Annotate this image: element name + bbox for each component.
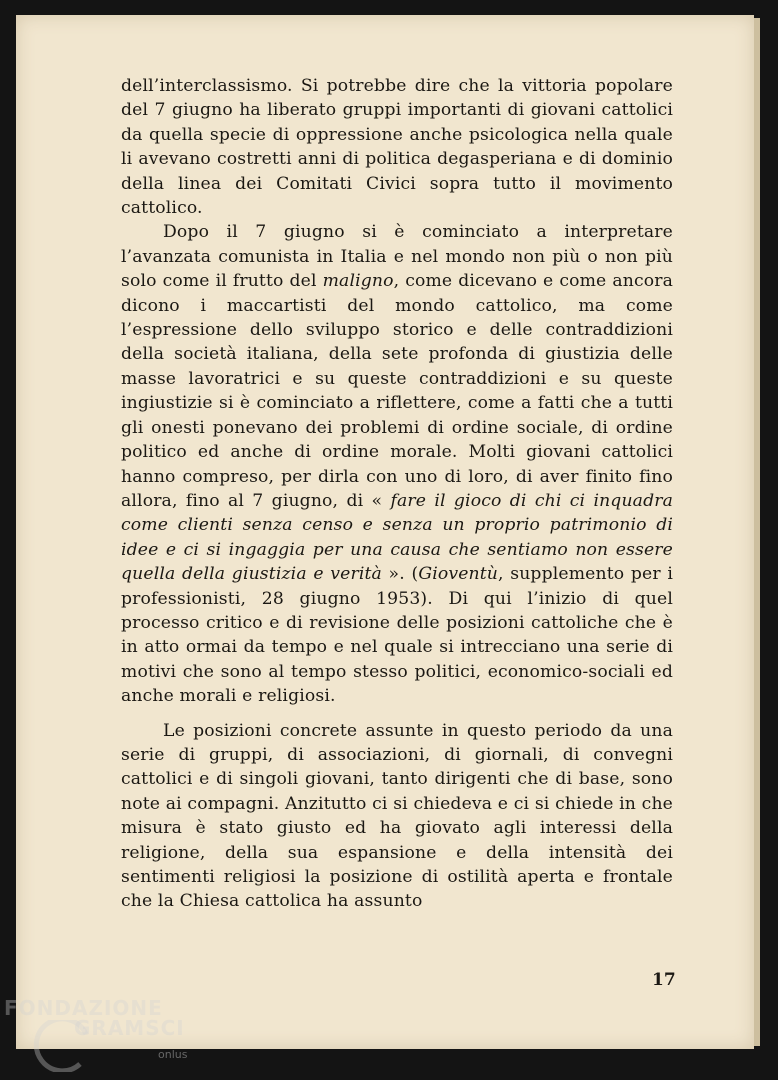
paragraph-2-quotation: fare il gioco di chi ci inquadra come clienti senza censo e senza un proprio patrimonio di idee e ci si ingaggia per una causa che sentiamo non essere quella della giustizia e verità	[121, 490, 673, 585]
paragraph-2-text-2: , come dicevano e come ancora dicono i maccartisti del mondo cattolico, ma come l’espressione dello sviluppo storico e delle contraddizioni della società italiana, della sete profonda di giustizia delle masse lavoratrici e su queste contraddizioni e su queste ingiustizie si è cominciato a riflettere, come a fatti che a tutti gli onesti ponevano dei problemi di ordine sociale, di ordine politico ed anche di ordine morale. Molti giovani cattolici hanno compreso, per dirla con uno di loro, di aver finito fino allora, fino al 7 giugno, di «	[121, 271, 673, 511]
watermark-line-1: FONDAZIONE	[4, 996, 163, 1020]
paragraph-2-source-title: Gioventù	[418, 564, 499, 585]
watermark-subtitle: onlus	[158, 1048, 188, 1061]
archive-watermark	[4, 994, 204, 1074]
watermark-line-2: GRAMSCI	[74, 1016, 185, 1040]
paragraph-2-text-4: , supplemento per i professionisti, 28 giugno 1953). Di qui l’inizio di quel processo critico e di revisione delle posizioni cattoliche che è in atto ormai da tempo e nel quale si intrecciano una serie di motivi che sono al tempo stesso politici, economico-sociali ed anche morali e religiosi.	[121, 564, 673, 707]
page-edge	[754, 18, 760, 1046]
body-text	[121, 74, 673, 914]
paragraph-2-text-3: ». (	[381, 564, 419, 585]
paragraph-2	[121, 220, 673, 708]
paragraph-2-italic-maligno: maligno	[322, 271, 394, 292]
foundation-logo-icon	[28, 1020, 98, 1072]
paragraph-1: dell’interclassismo. Si potrebbe dire che la vittoria popolare del 7 giugno ha liberato gruppi importanti di giovani cattolici da quella specie di oppressione anche psicologica nella quale li avevano costretti anni di politica degasperiana e di dominio della linea dei Comitati Civici sopra tutto il movimento cattolico.	[121, 76, 673, 219]
paragraph-2-text-1: Dopo il 7 giugno si è cominciato a interpretare l’avanzata comunista in Italia e nel mondo non più o non più solo come il frutto del	[121, 222, 673, 292]
page-number: 17	[652, 970, 676, 990]
paragraph-3: Le posizioni concrete assunte in questo periodo da una serie di gruppi, di associazioni, di giornali, di convegni cattolici e di singoli giovani, tanto dirigenti che di base, sono note ai compagni. Anzitutto ci si chiedeva e ci si chiede in che misura è stato giusto ed ha giovato agli interessi della religione, della sua espansione e della intensità dei sentimenti religiosi la posizione di ostilità aperta e frontale che la Chiesa cattolica ha assunto	[121, 720, 673, 912]
